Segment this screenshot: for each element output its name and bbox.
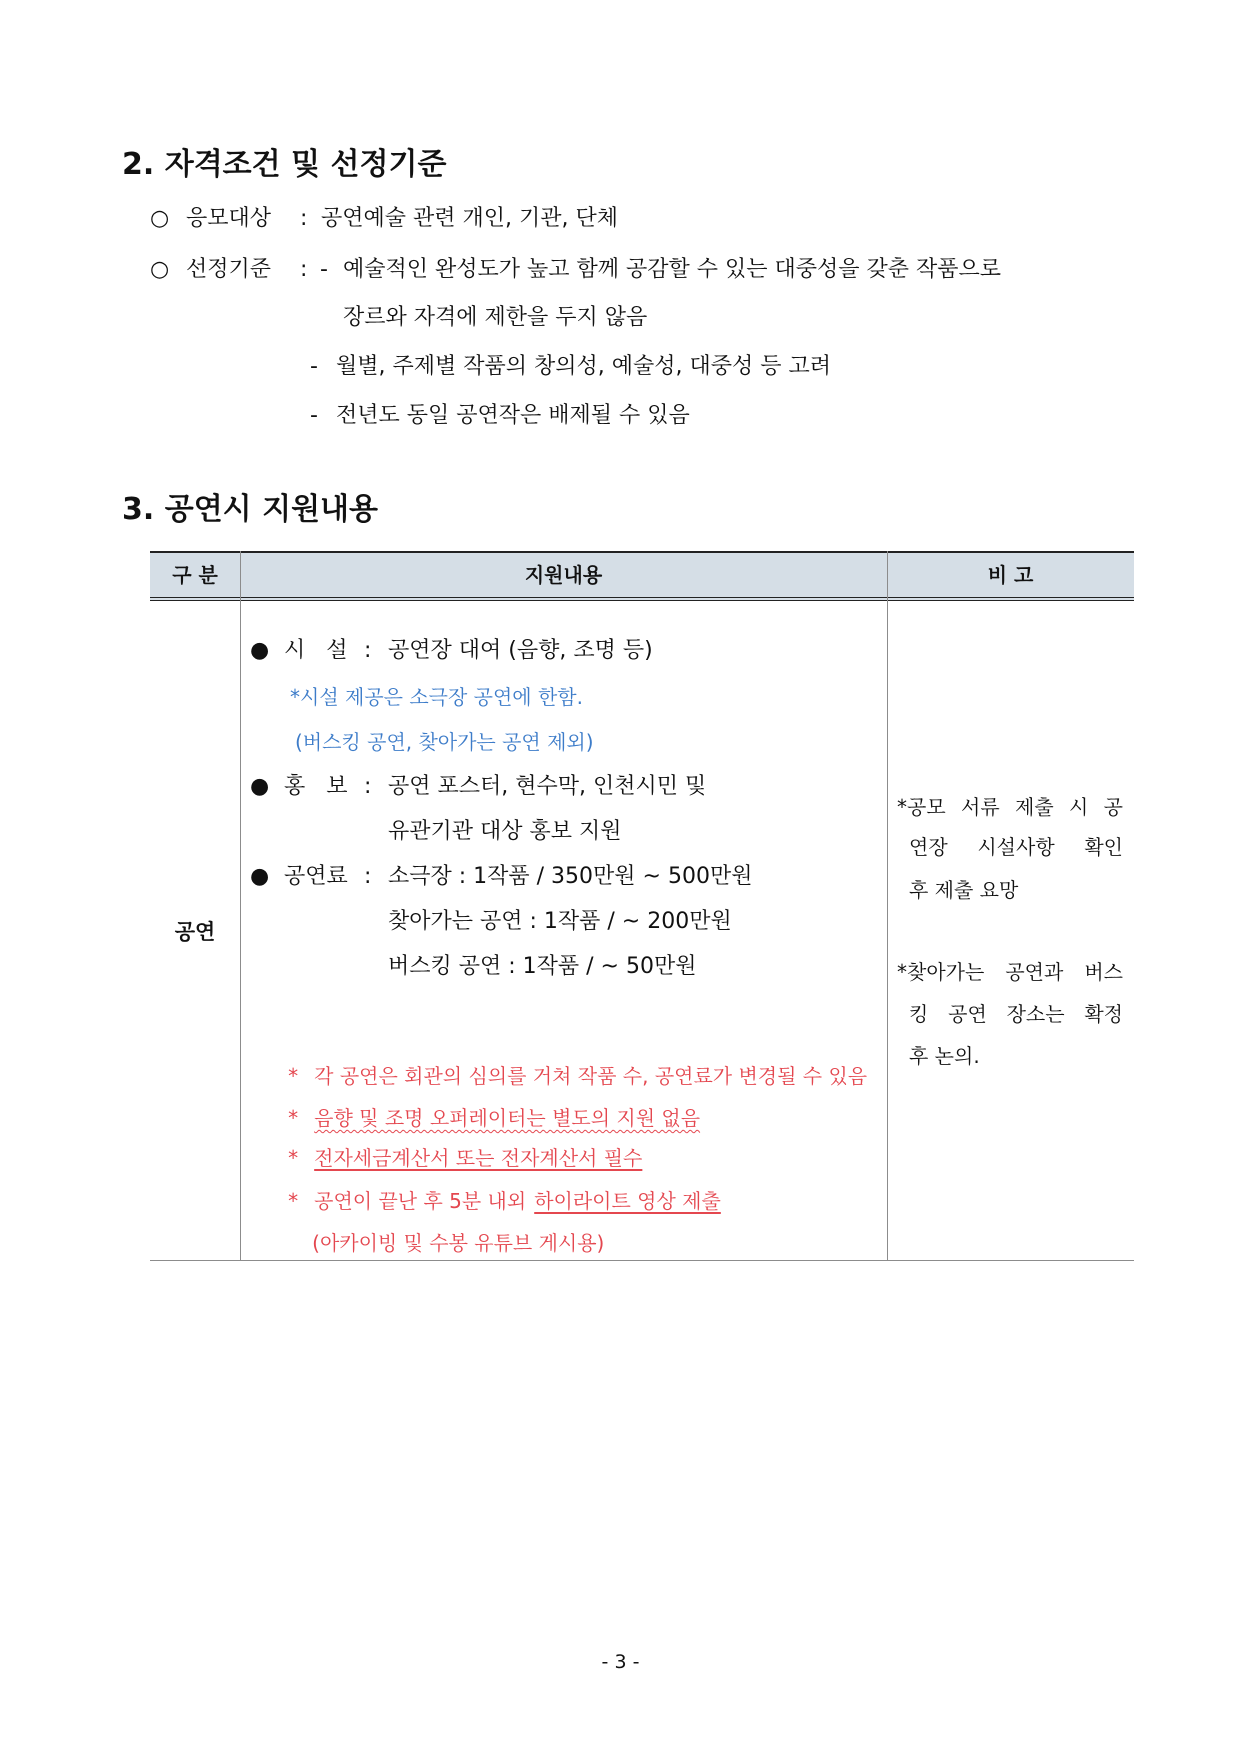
note-asterisk: * <box>288 1106 299 1130</box>
facility-note: (버스킹 공연, 찾아가는 공연 제외) <box>295 730 594 754</box>
promotion-row <box>150 771 887 803</box>
column-divider <box>887 551 888 1261</box>
facility-note: *시설 제공은 소극장 공연에 한함. <box>290 685 583 709</box>
promotion-colon: : <box>364 774 372 799</box>
fee-value-line: 버스킹 공연 : 1작품 / ~ 50만원 <box>388 954 697 979</box>
row-label: 공연 <box>174 920 216 944</box>
criteria-item-line: 전년도 동일 공연작은 배제될 수 있음 <box>336 403 690 428</box>
criteria-dash: - <box>310 403 318 428</box>
circle-bullet-marker: ○ <box>150 257 170 282</box>
note-text: 공연이 끝난 후 5분 내외 <box>314 1189 527 1213</box>
note-emphasis: 음향 및 조명 오퍼레이터는 별도의 지원 없음 <box>314 1106 701 1130</box>
page-number: - 3 - <box>601 1651 640 1673</box>
criteria-colon: : <box>300 257 308 282</box>
criteria-dash: - <box>320 257 328 282</box>
criteria-item-line: 장르와 자격에 제한을 두지 않음 <box>343 305 648 330</box>
section3-heading: 3. 공연시 지원내용 <box>122 492 379 527</box>
promotion-value-line: 유관기관 대상 홍보 지원 <box>388 819 622 844</box>
remark-line: 킹 공연 장소는 확정 <box>909 1002 1123 1026</box>
filled-bullet-marker: ● <box>250 638 270 663</box>
fee-label: 공연료 <box>284 864 348 889</box>
table-header-row <box>150 551 1134 601</box>
note-asterisk: * <box>288 1064 299 1088</box>
header-support-content: 지원내용 <box>524 563 603 587</box>
eligibility-colon: : <box>300 206 308 231</box>
section2-heading: 2. 자격조건 및 선정기준 <box>122 147 447 182</box>
remark-line: *공모 서류 제출 시 공 <box>897 795 1123 819</box>
fee-colon: : <box>364 864 372 889</box>
support-table <box>150 551 1134 1261</box>
facility-colon: : <box>364 638 372 663</box>
eligibility-value: 공연예술 관련 개인, 기관, 단체 <box>321 206 618 231</box>
note-text: (아카이빙 및 수봉 유튜브 게시용) <box>312 1231 605 1255</box>
remark-line: 후 논의. <box>909 1044 980 1068</box>
remark-line: *찾아가는 공연과 버스 <box>897 960 1123 984</box>
fee-row <box>150 861 887 893</box>
note-emphasis: 전자세금계산서 또는 전자계산서 필수 <box>314 1146 643 1170</box>
remark-line: 연장 시설사항 확인 <box>909 835 1123 859</box>
facility-label: 시 설 <box>284 638 348 663</box>
criteria-label: 선정기준 <box>186 257 272 282</box>
criteria-item-line: 예술적인 완성도가 높고 함께 공감할 수 있는 대중성을 갖춘 작품으로 <box>343 257 1001 282</box>
remark-line: 후 제출 요망 <box>909 878 1019 902</box>
eligibility-label: 응모대상 <box>186 206 272 231</box>
note-asterisk: * <box>288 1189 299 1213</box>
note-item <box>274 1198 604 1288</box>
header-category: 구 분 <box>172 563 218 587</box>
filled-bullet-marker: ● <box>250 774 270 799</box>
facility-row <box>150 635 887 667</box>
filled-bullet-marker: ● <box>250 864 270 889</box>
fee-value-line: 찾아가는 공연 : 1작품 / ~ 200만원 <box>388 909 732 934</box>
promotion-label: 홍 보 <box>284 774 348 799</box>
promotion-value: 공연 포스터, 현수막, 인천시민 및 <box>388 774 707 799</box>
note-emphasis: 하이라이트 영상 제출 <box>534 1189 721 1213</box>
fee-value: 소극장 : 1작품 / 350만원 ~ 500만원 <box>388 864 753 889</box>
note-asterisk: * <box>288 1146 299 1170</box>
header-remarks: 비 고 <box>987 563 1034 587</box>
criteria-dash: - <box>310 354 318 379</box>
note-text: 각 공연은 회관의 심의를 거쳐 작품 수, 공연료가 변경될 수 있음 <box>314 1064 868 1088</box>
circle-bullet-marker: ○ <box>150 206 170 231</box>
criteria-item-line: 월별, 주제별 작품의 창의성, 예술성, 대중성 등 고려 <box>336 354 831 379</box>
facility-value: 공연장 대여 (음향, 조명 등) <box>388 638 653 663</box>
